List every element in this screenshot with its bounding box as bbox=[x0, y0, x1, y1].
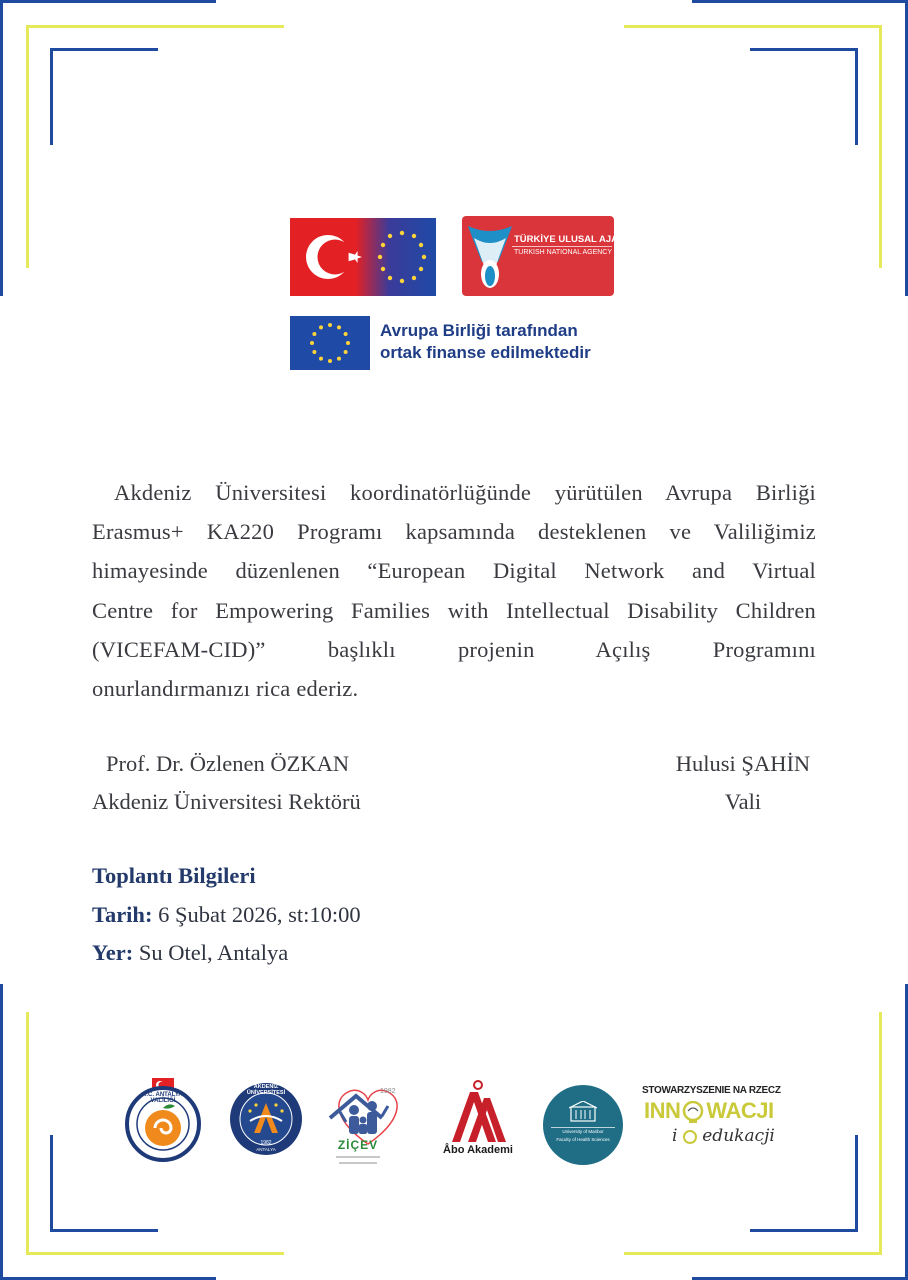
edukacji-word-part: edukacji bbox=[702, 1126, 775, 1146]
turkey-eu-flag-logo bbox=[290, 218, 436, 296]
zicev-subtitle-line bbox=[339, 1162, 377, 1164]
frame-line bbox=[50, 1229, 158, 1232]
agency-name: TÜRKİYE ULUSAL AJANSI bbox=[514, 234, 634, 245]
frame-line bbox=[692, 0, 908, 3]
signatory-title: Akdeniz Üniversitesi Rektörü bbox=[92, 789, 361, 814]
innowacji-association-name: STOWARZYSZENIE NA RZECZ bbox=[642, 1085, 781, 1096]
frame-line bbox=[855, 1135, 858, 1232]
lightbulb-icon bbox=[680, 1101, 706, 1123]
invitation-line: himayesinde düzenlenen “European Digital Network and Virtual bbox=[92, 558, 816, 584]
frame-line bbox=[750, 1229, 858, 1232]
place-value: Su Otel, Antalya bbox=[138, 940, 289, 965]
left-signatory bbox=[92, 745, 361, 821]
right-signatory bbox=[640, 745, 816, 821]
frame-line bbox=[26, 25, 284, 28]
eu-funding-line: Avrupa Birliği tarafından bbox=[380, 321, 578, 340]
zicev-year: 1982 bbox=[380, 1088, 396, 1095]
frame-line bbox=[50, 1135, 53, 1232]
frame-line bbox=[879, 25, 882, 268]
frame-line bbox=[624, 25, 882, 28]
antalya-logo-text: T.C. ANTALYA VALİLİĞİ bbox=[143, 1092, 183, 1104]
frame-line bbox=[0, 984, 3, 1280]
invitation-line: Centre for Empowering Families with Intellectual Disability Children bbox=[92, 597, 816, 623]
invitation-line: (VICEFAM-CID)” başlıklı projenin Açılış Programını bbox=[92, 636, 816, 662]
akdeniz-logo-city: ANTALYA bbox=[256, 1147, 276, 1152]
maribor-faculty: Faculty of Health Sciences bbox=[556, 1137, 610, 1142]
eu-funding-statement bbox=[380, 320, 591, 364]
agency-name-english: TURKISH NATIONAL AGENCY bbox=[514, 249, 613, 256]
frame-line bbox=[750, 48, 858, 51]
frame-line bbox=[0, 0, 216, 3]
signatory-name: Hulusi ŞAHİN bbox=[675, 751, 811, 776]
antalya-governorship-logo bbox=[122, 1078, 204, 1162]
frame-line bbox=[50, 48, 53, 145]
place-label: Yer: bbox=[92, 940, 134, 965]
signatory-title: Vali bbox=[724, 789, 762, 814]
frame-line bbox=[879, 1012, 882, 1255]
edukacji-word bbox=[672, 1126, 775, 1146]
invitation-line: Erasmus+ KA220 Programı kapsamında desteklenen ve Valiliğimiz bbox=[92, 519, 816, 545]
divider bbox=[551, 1127, 615, 1128]
invitation-text bbox=[92, 473, 816, 708]
innowacji-word bbox=[644, 1098, 784, 1124]
frame-line bbox=[26, 25, 29, 268]
eu-flag-icon bbox=[290, 316, 370, 370]
national-agency-emblem-icon bbox=[464, 218, 516, 294]
frame-line bbox=[855, 48, 858, 145]
eu-funding-line: ortak finanse edilmektedir bbox=[380, 343, 591, 362]
frame-line bbox=[26, 1012, 29, 1255]
frame-line bbox=[0, 0, 3, 296]
abo-akademi-name: Åbo Akademi bbox=[443, 1144, 513, 1156]
meeting-info bbox=[92, 857, 361, 973]
meeting-heading: Toplantı Bilgileri bbox=[92, 863, 256, 888]
invitation-line: Akdeniz Üniversitesi koordinatörlüğünde yürütülen Avrupa Birliği bbox=[114, 480, 816, 505]
innowacji-word-part: WACJI bbox=[706, 1098, 774, 1123]
date-label: Tarih: bbox=[92, 901, 153, 927]
zicev-name: ZİÇEV bbox=[337, 1138, 379, 1152]
bulb-dot-icon bbox=[683, 1130, 697, 1144]
akdeniz-logo-year: 1982 bbox=[260, 1140, 272, 1146]
invitation-line: onurlandırmanızı rica ederiz. bbox=[92, 676, 359, 702]
frame-line bbox=[624, 1252, 882, 1255]
national-agency-logo bbox=[462, 216, 634, 296]
maribor-logo bbox=[543, 1085, 623, 1165]
abo-akademi-logo bbox=[446, 1080, 510, 1144]
signatory-name: Prof. Dr. Özlenen ÖZKAN bbox=[106, 751, 350, 776]
zicev-subtitle-line bbox=[336, 1156, 380, 1158]
edukacji-word-part: i bbox=[672, 1126, 678, 1146]
frame-line bbox=[26, 1252, 284, 1255]
akdeniz-logo-text: AKDENİZ ÜNİVERSİTESİ bbox=[246, 1084, 286, 1096]
divider bbox=[512, 246, 612, 247]
innowacji-word-part: INN bbox=[644, 1098, 681, 1123]
building-icon bbox=[569, 1101, 597, 1123]
date-value: 6 Şubat 2026, st:10:00 bbox=[158, 901, 361, 927]
frame-line bbox=[50, 48, 158, 51]
maribor-name: University of Maribor bbox=[562, 1129, 604, 1134]
